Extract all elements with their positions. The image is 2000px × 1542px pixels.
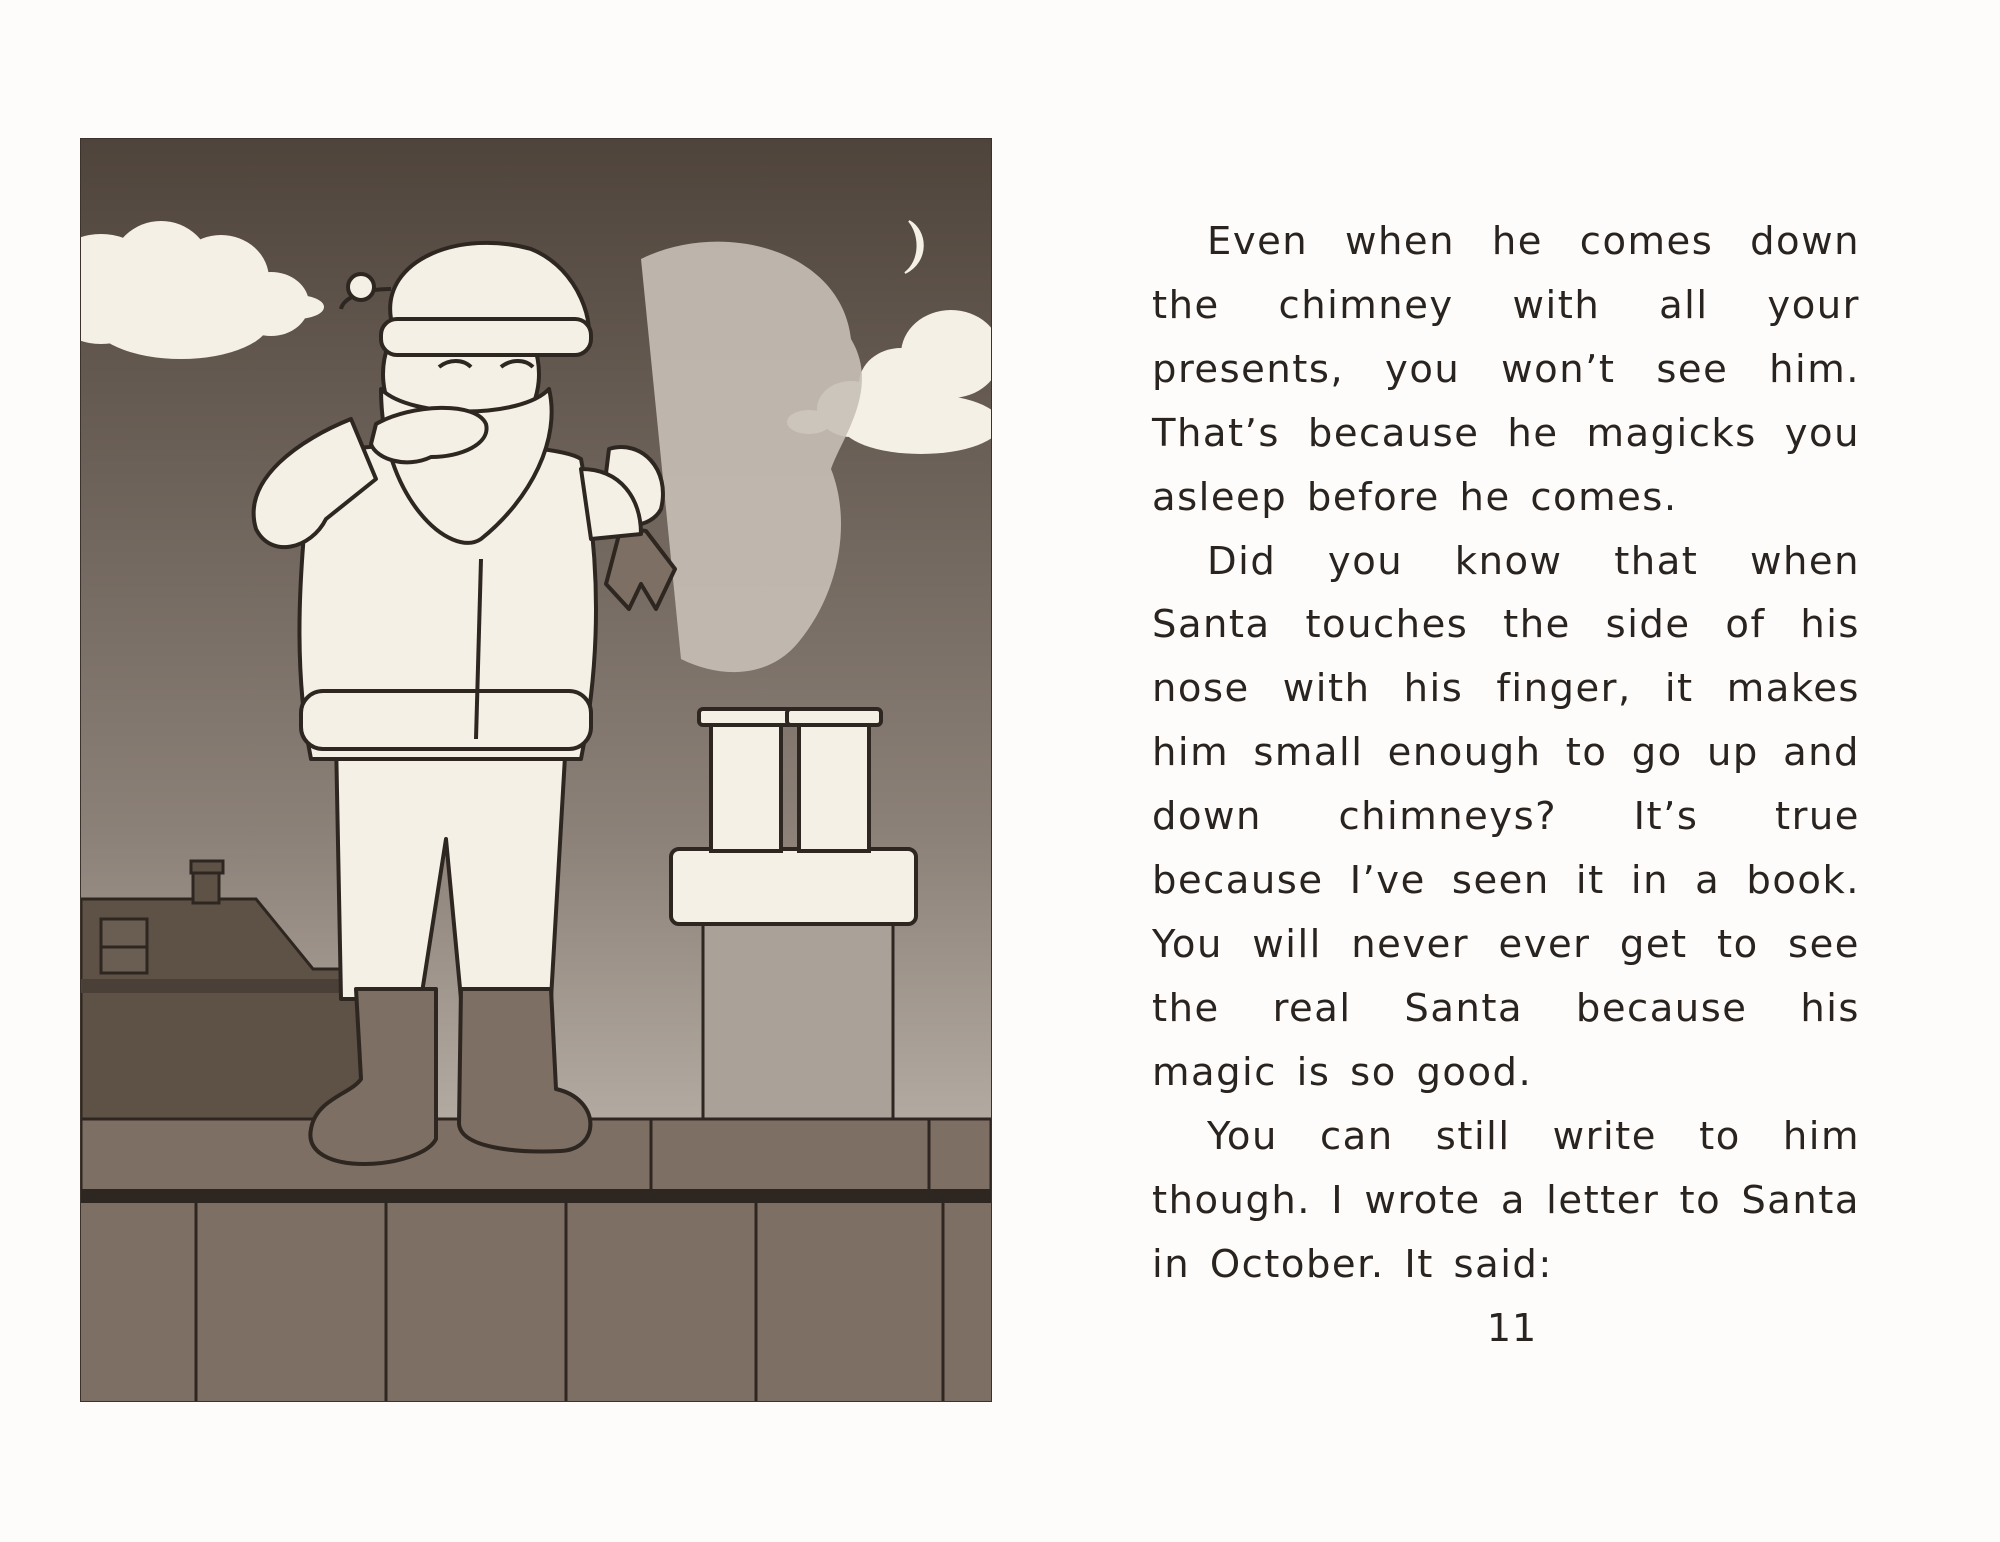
santa-rooftop-drawing — [81, 139, 991, 1401]
page-number: 11 — [1486, 1306, 1538, 1350]
story-paragraph: Even when he comes down the chimney with all your presents, you won’t see him. That’s because he magicks you asleep before he comes. — [1152, 219, 1860, 520]
roof-parapet — [81, 1119, 991, 1401]
story-paragraph: You can still write to him though. I wrote a letter to Santa in October. It said: — [1152, 1113, 1860, 1287]
story-paragraph: Did you know that when Santa touches the side of his nose with his finger, it makes him small enough to go up and down chimneys? It’s true because I’ve seen it in a book. You will never ever get to see the real Santa because his magic is so good. — [1152, 538, 1860, 1095]
story-text — [1152, 210, 1860, 1296]
santa-rooftop-illustration — [80, 138, 992, 1402]
